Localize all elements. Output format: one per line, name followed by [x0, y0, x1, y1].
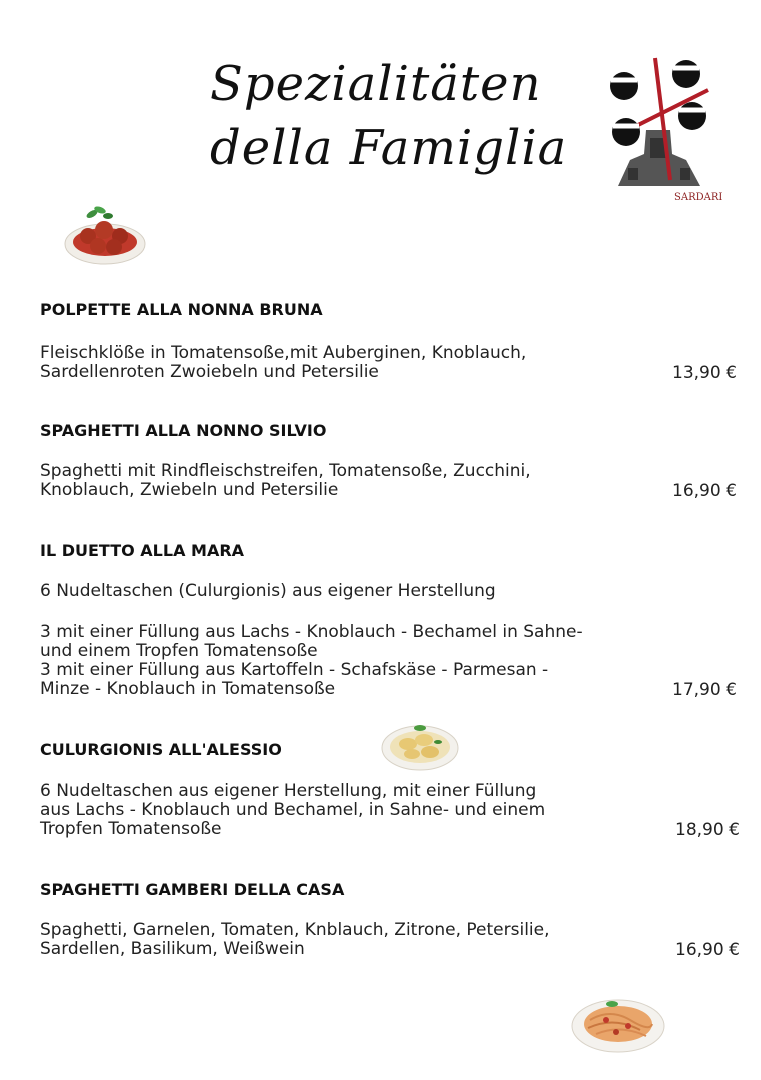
description-line: und einem Tropfen Tomatensoße [40, 641, 318, 661]
ravioli-dish-image [380, 718, 460, 774]
description-line: Sardellen, Basilikum, Weißwein [40, 939, 305, 959]
description-line: Tropfen Tomatensoße [40, 819, 222, 839]
description-line: aus Lachs - Knoblauch und Bechamel, in Sahne- und einem [40, 800, 546, 820]
sardinian-logo-icon [600, 50, 723, 210]
description-line: 3 mit einer Füllung aus Lachs - Knoblauch - Bechamel in Sahne- [40, 622, 583, 642]
dish-description-polpette [40, 344, 526, 382]
description-line: Spaghetti, Garnelen, Tomaten, Knblauch, Zitrone, Petersilie, [40, 920, 550, 940]
description-line: Spaghetti mit Rindfleischstreifen, Tomatensoße, Zucchini, [40, 461, 531, 481]
dish-title-gamberi: SPAGHETTI GAMBERI DELLA CASA [40, 880, 345, 899]
spaghetti-dish-image [570, 990, 666, 1056]
description-line: 6 Nudeltaschen aus eigener Herstellung, mit einer Füllung [40, 781, 537, 801]
logo-text: SARDARI [674, 192, 723, 203]
dish-description-gamberi [40, 921, 550, 959]
dish-title-duetto: IL DUETTO ALLA MARA [40, 541, 245, 560]
dish-price-spaghetti-silvio: 16,90 € [672, 481, 737, 501]
dish-description-culurgionis [40, 782, 545, 839]
menu-title-line-1: Spezialitäten [210, 56, 542, 112]
description-line: Fleischklöße in Tomatensoße,mit Auberginen, Knoblauch, [40, 343, 527, 363]
dish-price-gamberi: 16,90 € [675, 940, 740, 960]
dish-price-duetto: 17,90 € [672, 680, 737, 700]
description-line: Minze - Knoblauch in Tomatensoße [40, 679, 336, 699]
dish-title-culurgionis: CULURGIONIS ALL'ALESSIO [40, 740, 282, 759]
menu-title-line-2: della Famiglia [210, 120, 568, 176]
menu-title [210, 52, 568, 180]
dish-price-polpette: 13,90 € [672, 363, 737, 383]
description-line: Knoblauch, Zwiebeln und Petersilie [40, 480, 339, 500]
dish-title-spaghetti-silvio: SPAGHETTI ALLA NONNO SILVIO [40, 421, 327, 440]
description-line: 3 mit einer Füllung aus Kartoffeln - Schafskäse - Parmesan - [40, 660, 549, 680]
meatballs-dish-image [62, 198, 148, 270]
dish-description-spaghetti-silvio [40, 462, 531, 500]
dish-title-polpette: POLPETTE ALLA NONNA BRUNA [40, 300, 323, 319]
dish-intro-duetto: 6 Nudeltaschen (Culurgionis) aus eigener Herstellung [40, 581, 496, 601]
dish-description-duetto [40, 623, 583, 699]
dish-price-culurgionis: 18,90 € [675, 820, 740, 840]
description-line: Sardellenroten Zwoiebeln und Petersilie [40, 362, 379, 382]
